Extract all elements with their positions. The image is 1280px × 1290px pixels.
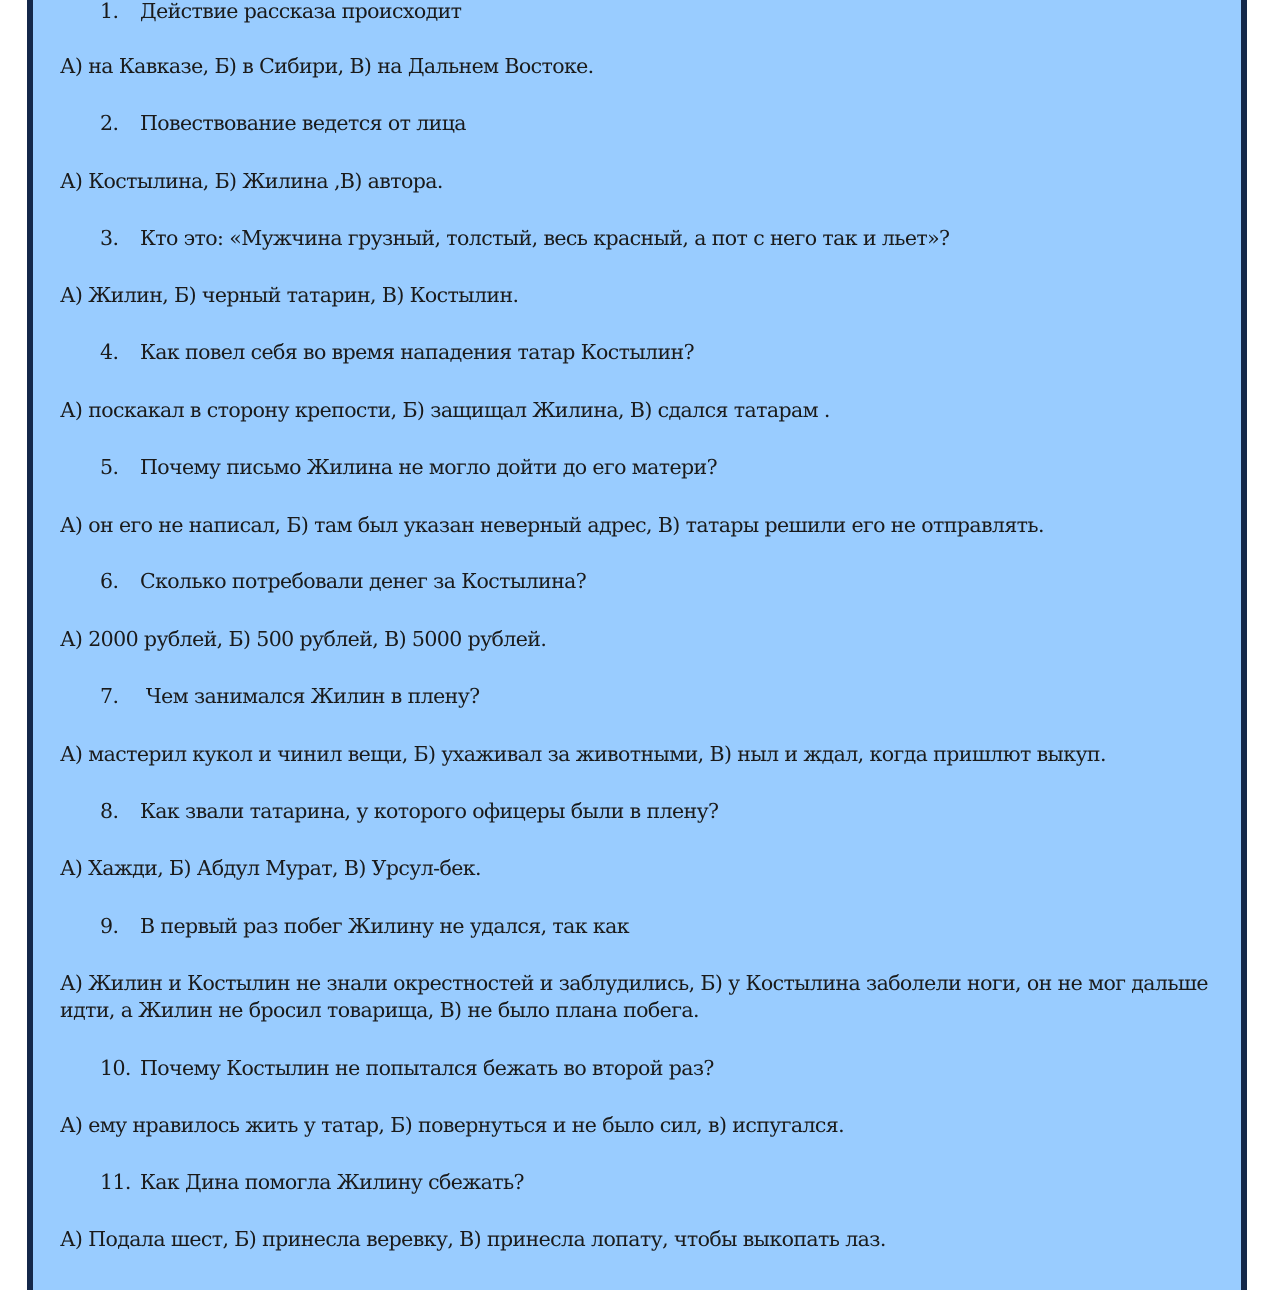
question-text: Как звали татарина, у которого офицеры были в плену? bbox=[140, 799, 719, 823]
answer-options-10: А) ему нравилось жить у татар, Б) повернуться и не было сил, в) испугался. bbox=[60, 1113, 845, 1137]
question-number: 10. bbox=[100, 1056, 131, 1080]
document-page bbox=[27, 0, 1247, 1290]
question-number: 4. bbox=[100, 340, 119, 364]
answer-options-11: А) Подала шест, Б) принесла веревку, В) принесла лопату, чтобы выкопать лаз. bbox=[60, 1227, 886, 1251]
question-number: 9. bbox=[100, 914, 119, 938]
question-text: В первый раз побег Жилину не удался, так как bbox=[140, 914, 629, 938]
answer-options-3: А) Жилин, Б) черный татарин, В) Костылин. bbox=[60, 283, 519, 307]
answer-options-6: А) 2000 рублей, Б) 500 рублей, В) 5000 рублей. bbox=[60, 627, 547, 651]
question-number: 6. bbox=[100, 569, 119, 593]
question-9 bbox=[100, 913, 629, 939]
answer-options-9: А) Жилин и Костылин не знали окрестностей и заблудились, Б) у Костылина заболели ноги, он не мог дальше идти, а Жилин не бросил товарища, В) не было плана побега. bbox=[60, 971, 1208, 1022]
question-text: Как Дина помогла Жилину сбежать? bbox=[140, 1170, 524, 1194]
answer-options-4: А) поскакал в сторону крепости, Б) защищал Жилина, В) сдался татарам . bbox=[60, 398, 830, 422]
question-4 bbox=[100, 339, 694, 365]
answer-options-2: А) Костылина, Б) Жилина ,В) автора. bbox=[60, 169, 443, 193]
question-8 bbox=[100, 798, 718, 824]
question-text: Повествование ведется от лица bbox=[140, 111, 466, 135]
question-number: 8. bbox=[100, 799, 119, 823]
question-text: Действие рассказа происходит bbox=[140, 0, 462, 23]
question-number: 7. bbox=[100, 684, 119, 708]
question-3 bbox=[100, 225, 949, 251]
question-text: Почему письмо Жилина не могло дойти до его матери? bbox=[140, 455, 717, 479]
question-6 bbox=[100, 568, 586, 594]
question-2 bbox=[100, 110, 466, 136]
answer-options-7: А) мастерил кукол и чинил вещи, Б) ухаживал за животными, В) ныл и ждал, когда пришлют выкуп. bbox=[60, 742, 1106, 766]
question-11 bbox=[100, 1169, 524, 1195]
question-number: 5. bbox=[100, 455, 119, 479]
question-number: 1. bbox=[100, 0, 119, 23]
question-text: Кто это: «Мужчина грузный, толстый, весь красный, а пот с него так и льет»? bbox=[140, 226, 950, 250]
question-5 bbox=[100, 454, 717, 480]
question-1 bbox=[100, 0, 461, 24]
question-text: Сколько потребовали денег за Костылина? bbox=[140, 569, 587, 593]
question-text: Как повел себя во время нападения татар Костылин? bbox=[140, 340, 694, 364]
question-text: Почему Костылин не попытался бежать во второй раз? bbox=[140, 1056, 714, 1080]
answer-options-1: А) на Кавказе, Б) в Сибири, В) на Дальнем Востоке. bbox=[60, 54, 594, 78]
question-7 bbox=[100, 683, 480, 709]
question-10 bbox=[100, 1055, 714, 1081]
answer-options-8: А) Хажди, Б) Абдул Мурат, В) Урсул-бек. bbox=[60, 856, 481, 880]
answer-options-5: А) он его не написал, Б) там был указан неверный адрес, В) татары решили его не отправлять. bbox=[60, 513, 1044, 537]
question-text: Чем занимался Жилин в плену? bbox=[140, 684, 480, 708]
question-number: 11. bbox=[100, 1170, 131, 1194]
question-number: 3. bbox=[100, 226, 119, 250]
question-number: 2. bbox=[100, 111, 119, 135]
